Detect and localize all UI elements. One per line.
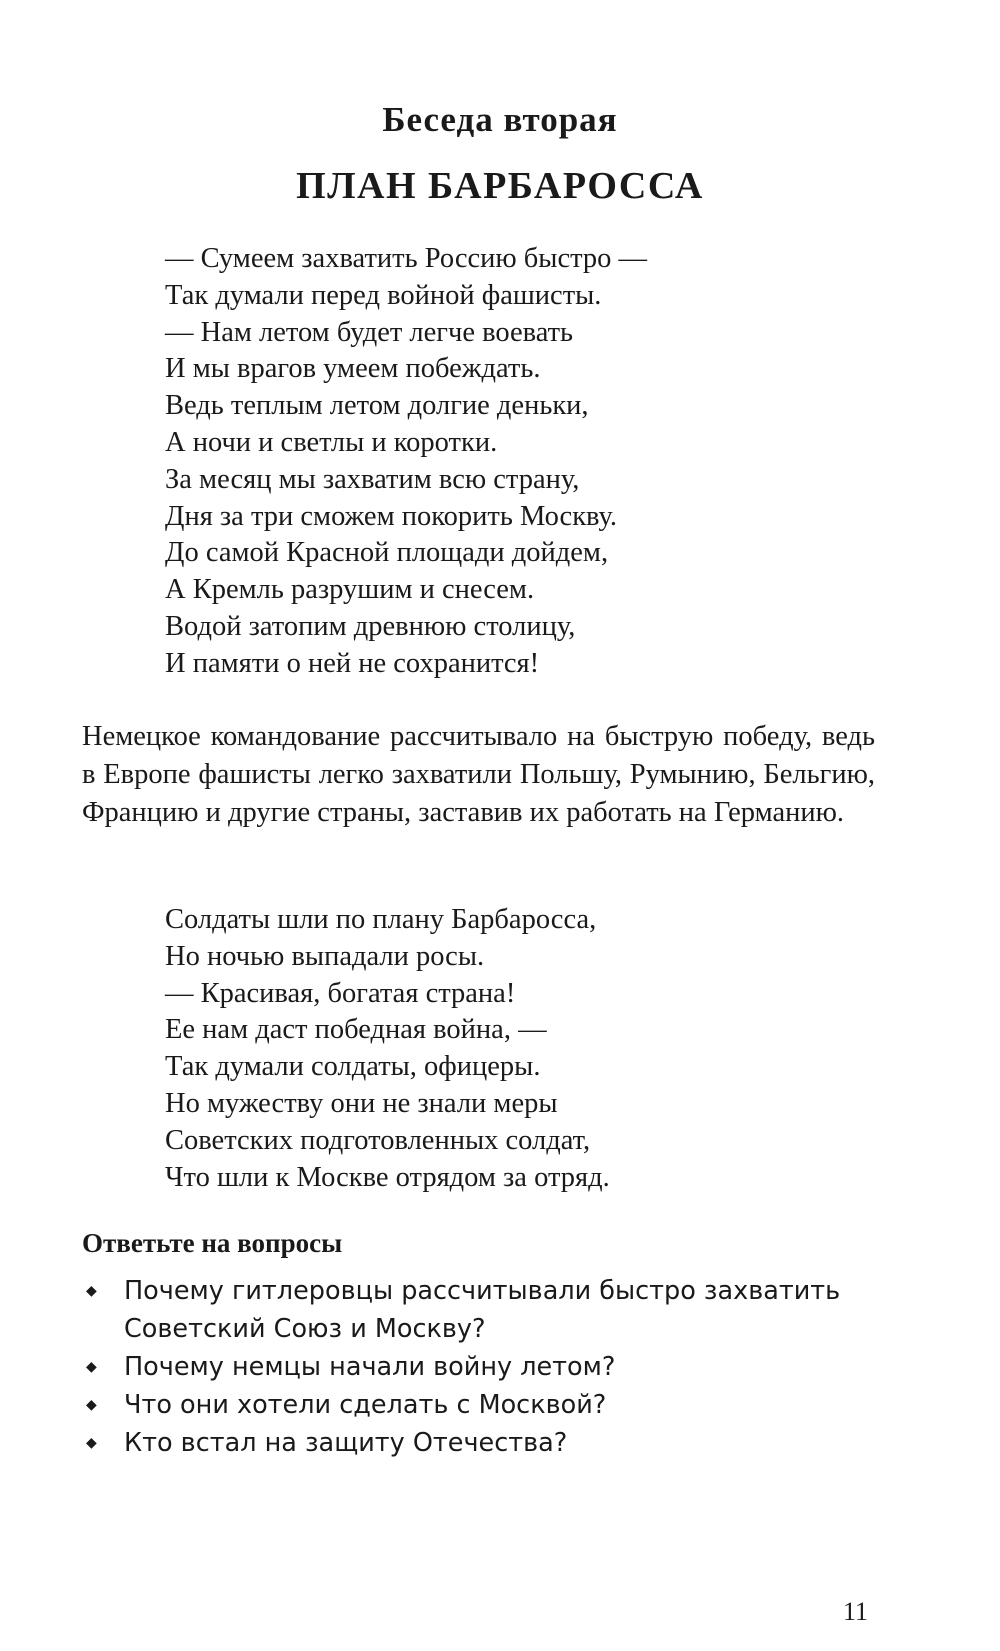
question-text: Что они хотели сделать с Москвой? (124, 1390, 607, 1420)
poem-line: Так думали перед войной фашисты. (165, 279, 602, 311)
body-paragraph: Немецкое командование рассчитывало на быструю победу, ведь в Европе фашисты легко захватили Польшу, Румынию, Бельгию, Францию и другие страны, заставив их работать на Германию. (82, 721, 875, 828)
poem-line: И памяти о ней не сохранится! (165, 647, 540, 679)
poem-line: — Красивая, богатая страна! (165, 977, 516, 1009)
diamond-bullet-icon: ◆ (86, 1397, 97, 1413)
questions-list (82, 1272, 882, 1462)
poem-line: Но ночью выпадали росы. (165, 940, 485, 972)
diamond-bullet-icon: ◆ (86, 1283, 97, 1299)
poem-line: Водой затопим древнюю столицу, (165, 610, 576, 642)
list-item (82, 1386, 882, 1424)
poem-line: — Сумеем захватить Россию быстро — (165, 243, 648, 274)
poem-line: За месяц мы захватим всю страну, (165, 463, 580, 495)
poem-line: А Кремль разрушим и снесем. (165, 574, 535, 606)
list-item (82, 1424, 882, 1462)
poem-line: Дня за три сможем покорить Москву. (165, 500, 618, 532)
poem-line: Советских подготовленных солдат, (165, 1124, 591, 1156)
poem-line: До самой Красной площади дойдем, (165, 537, 609, 569)
diamond-bullet-icon: ◆ (86, 1435, 97, 1451)
poem-line: Но мужеству они не знали меры (165, 1087, 558, 1119)
poem-line: Так думали солдаты, офицеры. (165, 1051, 541, 1083)
page-number: 11 (843, 1597, 869, 1626)
poem-first (165, 241, 885, 683)
list-item (82, 1272, 882, 1348)
diamond-bullet-icon: ◆ (86, 1359, 97, 1375)
poem-second (165, 902, 885, 1196)
poem-line: И мы врагов умеем побеждать. (165, 353, 541, 385)
poem-line: Солдаты шли по плану Барбаросса, (165, 904, 597, 935)
questions-heading: Ответьте на вопросы (82, 1228, 343, 1258)
poem-line: — Нам летом будет легче воевать (165, 316, 574, 348)
poem-line: А ночи и светлы и коротки. (165, 426, 498, 458)
poem-line: Ведь теплым летом долгие деньки, (165, 390, 589, 422)
question-text: Кто встал на защиту Отечества? (124, 1428, 568, 1458)
question-text: Почему гитлеровцы рассчитывали быстро захватить Советский Союз и Москву? (124, 1276, 841, 1344)
list-item (82, 1348, 882, 1386)
page-title: ПЛАН БАРБАРОССА (296, 165, 704, 207)
poem-line: Что шли к Москве отрядом за отряд. (165, 1161, 610, 1193)
poem-line: Ее нам даст победная война, — (165, 1014, 547, 1046)
section-subtitle: Беседа вторая (382, 100, 618, 139)
question-text: Почему немцы начали войну летом? (124, 1352, 616, 1382)
